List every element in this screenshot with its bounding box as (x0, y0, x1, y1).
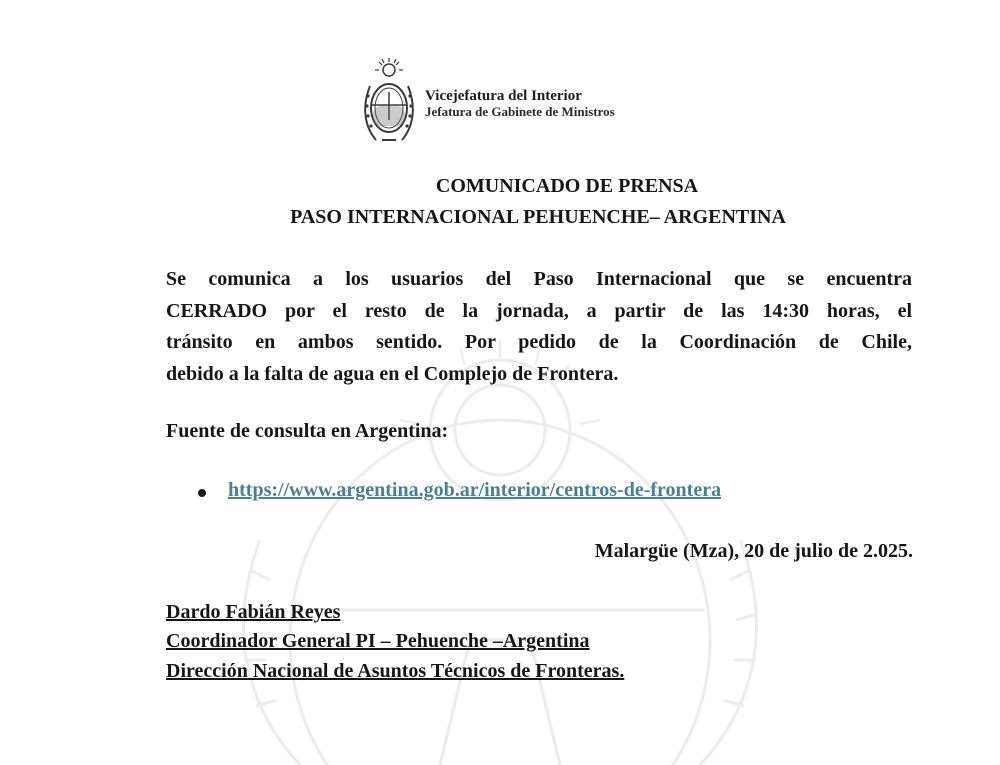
source-label: Fuente de consulta en Argentina: (166, 420, 449, 442)
signatory-office: Dirección Nacional de Asuntos Técnicos de Fronteras. (166, 660, 625, 682)
body-line: debido a la falta de agua en el Complejo de Frontera. (166, 362, 619, 385)
organization-block (425, 88, 615, 120)
signatory-name: Dardo Fabián Reyes (166, 601, 341, 623)
body-line: tránsito en ambos sentido. Por pedido de la Coordinación de Chile, (166, 331, 912, 353)
signatory-role: Coordinador General PI – Pehuenche –Argentina (166, 630, 590, 652)
document-subtitle: PASO INTERNACIONAL PEHUENCHE– ARGENTINA (290, 206, 786, 228)
letterhead (362, 56, 615, 148)
bullet-icon (198, 489, 206, 497)
body-line: CERRADO por el resto de la jornada, a partir de las 14:30 horas, el (166, 299, 912, 322)
source-link[interactable]: https://www.argentina.gob.ar/interior/centros-de-frontera (228, 479, 722, 501)
coat-of-arms-icon (362, 56, 416, 148)
document-title: COMUNICADO DE PRENSA (435, 175, 699, 197)
body-line: Se comunica a los usuarios del Paso Internacional que se encuentra (166, 268, 912, 290)
press-release-body (166, 264, 912, 390)
date-line: Malargüe (Mza), 20 de julio de 2.025. (594, 540, 913, 562)
organization-subtitle: Jefatura de Gabinete de Ministros (425, 104, 615, 119)
organization-name: Vicejefatura del Interior (425, 88, 582, 104)
